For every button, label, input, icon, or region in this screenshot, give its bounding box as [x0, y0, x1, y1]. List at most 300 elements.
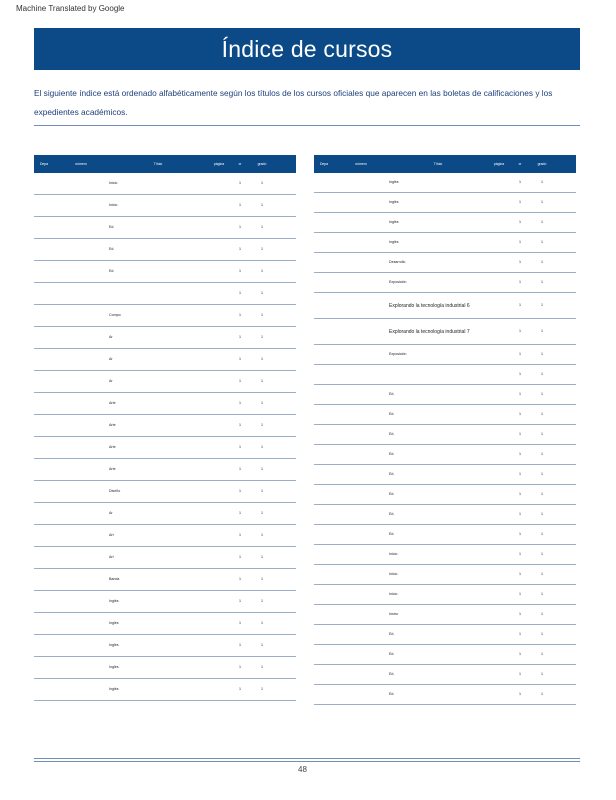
credits-cell: 1 [239, 335, 241, 339]
table-row [34, 393, 296, 415]
dept-cell [314, 654, 334, 656]
credits-cell: 1 [519, 200, 521, 204]
table-row [314, 505, 576, 525]
credits-cell: 1 [519, 280, 521, 284]
title-cell: Explorando la tecnología industrial 6 [389, 302, 470, 309]
title-cell: Inicio [389, 572, 398, 576]
credits-cell: 1 [519, 692, 521, 696]
dept-cell [314, 374, 334, 376]
grade-cell: 1 [541, 592, 543, 596]
page-cell [488, 534, 510, 536]
credits-cell: 1 [239, 445, 241, 449]
page-cell [208, 425, 230, 427]
page-cell [208, 381, 230, 383]
title-cell: Ed. [389, 392, 395, 396]
dept-cell [314, 282, 334, 284]
header-title: Título [433, 162, 443, 166]
dept-cell [314, 454, 334, 456]
page-cell [208, 513, 230, 515]
number-cell [54, 623, 108, 625]
footer-divider [34, 758, 580, 759]
course-table-left [34, 155, 296, 701]
title-cell: Ed. [389, 452, 395, 456]
grade-cell: 1 [261, 181, 263, 185]
dept-cell [314, 594, 334, 596]
title-cell: Inicio [389, 552, 398, 556]
dept-cell [314, 414, 334, 416]
number-cell [334, 354, 388, 356]
credits-cell: 1 [519, 532, 521, 536]
dept-cell [34, 513, 54, 515]
credits-cell: 1 [239, 533, 241, 537]
grade-cell: 1 [541, 492, 543, 496]
title-cell: Ed. [389, 492, 395, 496]
page-title [34, 28, 580, 70]
page-cell [488, 554, 510, 556]
table-row [314, 385, 576, 405]
page-cell [208, 689, 230, 691]
number-cell [334, 454, 388, 456]
dept-cell [314, 674, 334, 676]
table-row [314, 213, 576, 233]
page-cell [208, 205, 230, 207]
page-cell [208, 667, 230, 669]
title-cell: Compo [109, 313, 121, 317]
page-cell [488, 374, 510, 376]
title-cell: Ed. [389, 652, 395, 656]
table-row [34, 547, 296, 569]
title-cell: Art [109, 555, 114, 559]
table-row [34, 459, 296, 481]
intro-paragraph: El siguiente índice está ordenado alfabéticamente según los títulos de los cursos oficiales que aparecen en las boletas de calificaciones y los expedientes académicos. [34, 88, 553, 117]
table-row [34, 679, 296, 701]
grade-cell: 1 [541, 303, 543, 307]
number-cell [54, 425, 108, 427]
page-cell [208, 623, 230, 625]
table-row [34, 217, 296, 239]
number-cell [334, 242, 388, 244]
table-row [314, 445, 576, 465]
title-cell: Inglés [109, 687, 119, 691]
dept-cell [34, 271, 54, 273]
page-cell [488, 305, 510, 307]
number-cell [54, 689, 108, 691]
number-cell [334, 202, 388, 204]
title-cell: Arte [109, 445, 116, 449]
number-cell [334, 262, 388, 264]
grade-cell: 1 [541, 200, 543, 204]
page-cell [488, 594, 510, 596]
dept-cell [314, 394, 334, 396]
number-cell [54, 315, 108, 317]
credits-cell: 1 [519, 632, 521, 636]
title-cell: Art [109, 533, 114, 537]
credits-cell: 1 [239, 489, 241, 493]
number-cell [334, 414, 388, 416]
credits-cell: 1 [239, 203, 241, 207]
dept-cell [34, 293, 54, 295]
number-cell [334, 674, 388, 676]
page-cell [488, 222, 510, 224]
table-row [314, 525, 576, 545]
dept-cell [34, 689, 54, 691]
credits-cell: 1 [519, 372, 521, 376]
grade-cell: 1 [541, 329, 543, 333]
table-body-right [314, 173, 576, 705]
credits-cell: 1 [519, 303, 521, 307]
table-row [314, 425, 576, 445]
table-row [34, 239, 296, 261]
dept-cell [34, 535, 54, 537]
grade-cell: 1 [541, 240, 543, 244]
title-cell: Ed. [389, 532, 395, 536]
title-cell: Inglés [109, 665, 119, 669]
page-cell [488, 654, 510, 656]
grade-cell: 1 [261, 291, 263, 295]
page-cell [208, 579, 230, 581]
page-cell [488, 331, 510, 333]
table-row [34, 569, 296, 591]
number-cell [334, 222, 388, 224]
title-cell: Exposición [389, 280, 407, 284]
number-cell [334, 534, 388, 536]
table-row [314, 193, 576, 213]
credits-cell: 1 [239, 357, 241, 361]
dept-cell [34, 645, 54, 647]
page-cell [208, 293, 230, 295]
page-cell [488, 474, 510, 476]
table-row [34, 635, 296, 657]
number-cell [334, 305, 388, 307]
credits-cell: 1 [239, 577, 241, 581]
credits-cell: 1 [239, 423, 241, 427]
number-cell [334, 331, 388, 333]
grade-cell: 1 [261, 555, 263, 559]
credits-cell: 1 [519, 652, 521, 656]
page-cell [208, 249, 230, 251]
page-title-text: Índice de cursos [221, 35, 393, 62]
grade-cell: 1 [261, 467, 263, 471]
dept-cell [314, 614, 334, 616]
table-row [34, 657, 296, 679]
credits-cell: 1 [519, 432, 521, 436]
credits-cell: 1 [239, 379, 241, 383]
page-cell [488, 494, 510, 496]
table-row [314, 605, 576, 625]
page-cell [488, 202, 510, 204]
page-cell [488, 262, 510, 264]
page-cell [488, 514, 510, 516]
number-cell [334, 694, 388, 696]
credits-cell: 1 [239, 511, 241, 515]
credits-cell: 1 [239, 599, 241, 603]
dept-cell [314, 634, 334, 636]
credits-cell: 1 [519, 392, 521, 396]
credits-cell: 1 [519, 352, 521, 356]
title-cell: Ed. [109, 225, 115, 229]
table-row [34, 591, 296, 613]
title-cell: Inicio [389, 592, 398, 596]
title-cell: Ed. [109, 247, 115, 251]
credits-cell: 1 [239, 225, 241, 229]
table-row [314, 233, 576, 253]
grade-cell: 1 [541, 572, 543, 576]
credits-cell: 1 [519, 412, 521, 416]
page-cell [488, 414, 510, 416]
grade-cell: 1 [541, 180, 543, 184]
grade-cell: 1 [261, 533, 263, 537]
title-cell: Ed. [389, 412, 395, 416]
dept-cell [34, 249, 54, 251]
header-credits: cr [518, 162, 522, 166]
dept-cell [314, 305, 334, 307]
title-cell: Ed. [389, 672, 395, 676]
number-cell [334, 434, 388, 436]
table-row [34, 525, 296, 547]
dept-cell [314, 331, 334, 333]
grade-cell: 1 [261, 225, 263, 229]
credits-cell: 1 [519, 260, 521, 264]
dept-cell [34, 447, 54, 449]
number-cell [334, 374, 388, 376]
table-row [314, 585, 576, 605]
table-row [314, 365, 576, 385]
credits-cell: 1 [239, 687, 241, 691]
credits-cell: 1 [519, 612, 521, 616]
credits-cell: 1 [239, 269, 241, 273]
dept-cell [314, 514, 334, 516]
dept-cell [34, 491, 54, 493]
page-cell [208, 227, 230, 229]
number-cell [334, 514, 388, 516]
dept-cell [34, 205, 54, 207]
dept-cell [314, 202, 334, 204]
title-cell: Ed. [389, 512, 395, 516]
dept-cell [314, 262, 334, 264]
grade-cell: 1 [261, 357, 263, 361]
table-row [34, 283, 296, 305]
page-cell [208, 557, 230, 559]
title-cell: Inglés [389, 240, 399, 244]
header-grade: grado [257, 162, 267, 166]
number-cell [334, 634, 388, 636]
title-cell: Inglés [109, 621, 119, 625]
title-cell: Ed. [109, 269, 115, 273]
number-cell [54, 579, 108, 581]
number-cell [54, 205, 108, 207]
grade-cell: 1 [541, 552, 543, 556]
dept-cell [34, 183, 54, 185]
table-row [34, 195, 296, 217]
dept-cell [34, 601, 54, 603]
intro-divider [34, 125, 580, 126]
table-row [314, 253, 576, 273]
credits-cell: 1 [239, 665, 241, 669]
page-cell [208, 403, 230, 405]
title-cell: Instru [389, 612, 398, 616]
number-cell [334, 614, 388, 616]
title-cell: Inicio [109, 203, 118, 207]
credits-cell: 1 [239, 247, 241, 251]
grade-cell: 1 [261, 687, 263, 691]
number-cell [54, 337, 108, 339]
title-cell: Arte [109, 401, 116, 405]
table-row [314, 405, 576, 425]
grade-cell: 1 [261, 247, 263, 251]
grade-cell: 1 [261, 313, 263, 317]
grade-cell: 1 [541, 692, 543, 696]
page-cell [208, 601, 230, 603]
dept-cell [314, 354, 334, 356]
table-row [34, 371, 296, 393]
number-cell [334, 394, 388, 396]
number-cell [54, 381, 108, 383]
dept-cell [34, 227, 54, 229]
number-cell [54, 249, 108, 251]
table-row [34, 415, 296, 437]
table-header [314, 155, 576, 173]
table-row [314, 565, 576, 585]
table-row [314, 485, 576, 505]
machine-translated-label: Machine Translated by Google [16, 4, 125, 13]
header-title: Título [153, 162, 163, 166]
number-cell [334, 574, 388, 576]
grade-cell: 1 [261, 599, 263, 603]
page-cell [488, 282, 510, 284]
page-cell [488, 574, 510, 576]
dept-cell [34, 425, 54, 427]
dept-cell [34, 381, 54, 383]
table-row [34, 503, 296, 525]
number-cell [54, 227, 108, 229]
credits-cell: 1 [519, 472, 521, 476]
number-cell [54, 447, 108, 449]
dept-cell [34, 623, 54, 625]
dept-cell [314, 222, 334, 224]
dept-cell [34, 359, 54, 361]
grade-cell: 1 [541, 632, 543, 636]
table-row [34, 327, 296, 349]
header-page: página [493, 162, 505, 166]
dept-cell [34, 315, 54, 317]
grade-cell: 1 [261, 665, 263, 669]
grade-cell: 1 [541, 452, 543, 456]
footer-divider [34, 761, 580, 762]
dept-cell [314, 494, 334, 496]
grade-cell: 1 [541, 472, 543, 476]
dept-cell [34, 403, 54, 405]
grade-cell: 1 [261, 379, 263, 383]
dept-cell [34, 469, 54, 471]
credits-cell: 1 [519, 220, 521, 224]
title-cell: Ar [109, 379, 113, 383]
grade-cell: 1 [261, 203, 263, 207]
page-cell [488, 354, 510, 356]
table-row [34, 437, 296, 459]
header-dept: Depa [319, 162, 329, 166]
course-table-right [314, 155, 576, 705]
header-number: número [355, 162, 367, 166]
credits-cell: 1 [519, 572, 521, 576]
number-cell [334, 494, 388, 496]
number-cell [54, 491, 108, 493]
table-row [314, 465, 576, 485]
title-cell: Inglés [389, 200, 399, 204]
credits-cell: 1 [519, 180, 521, 184]
table-row [314, 625, 576, 645]
grade-cell: 1 [261, 423, 263, 427]
table-row [314, 545, 576, 565]
grade-cell: 1 [541, 260, 543, 264]
dept-cell [314, 474, 334, 476]
grade-cell: 1 [261, 621, 263, 625]
title-cell: Desarrollo [389, 260, 406, 264]
table-header [34, 155, 296, 173]
page-cell [488, 182, 510, 184]
credits-cell: 1 [519, 240, 521, 244]
table-row [314, 273, 576, 293]
grade-cell: 1 [541, 612, 543, 616]
title-cell: Arte [109, 467, 116, 471]
grade-cell: 1 [541, 652, 543, 656]
table-row [34, 305, 296, 327]
title-cell: Inglés [109, 643, 119, 647]
number-cell [54, 645, 108, 647]
table-row [314, 173, 576, 193]
grade-cell: 1 [541, 532, 543, 536]
number-cell [334, 594, 388, 596]
page-cell [488, 674, 510, 676]
page-cell [488, 394, 510, 396]
number-cell [54, 293, 108, 295]
page-cell [208, 337, 230, 339]
page-cell [488, 694, 510, 696]
number-cell [54, 403, 108, 405]
title-cell: Ed. [389, 692, 395, 696]
title-cell: Banda [109, 577, 120, 581]
grade-cell: 1 [261, 445, 263, 449]
title-cell: Ar [109, 335, 113, 339]
credits-cell: 1 [519, 592, 521, 596]
dept-cell [34, 557, 54, 559]
grade-cell: 1 [261, 335, 263, 339]
title-cell: Inglés [389, 180, 399, 184]
table-row [314, 685, 576, 705]
page-cell [208, 535, 230, 537]
table-body-left [34, 173, 296, 701]
grade-cell: 1 [261, 269, 263, 273]
table-row [34, 261, 296, 283]
grade-cell: 1 [541, 352, 543, 356]
dept-cell [314, 534, 334, 536]
credits-cell: 1 [239, 555, 241, 559]
title-cell: Inicio [109, 181, 118, 185]
grade-cell: 1 [541, 392, 543, 396]
header-page: página [213, 162, 225, 166]
table-row [314, 645, 576, 665]
page-cell [488, 614, 510, 616]
page-cell [208, 469, 230, 471]
credits-cell: 1 [239, 181, 241, 185]
dept-cell [314, 434, 334, 436]
number-cell [54, 513, 108, 515]
dept-cell [34, 337, 54, 339]
credits-cell: 1 [519, 492, 521, 496]
dept-cell [34, 579, 54, 581]
grade-cell: 1 [541, 432, 543, 436]
title-cell [108, 293, 208, 295]
title-cell: Inglés [109, 599, 119, 603]
